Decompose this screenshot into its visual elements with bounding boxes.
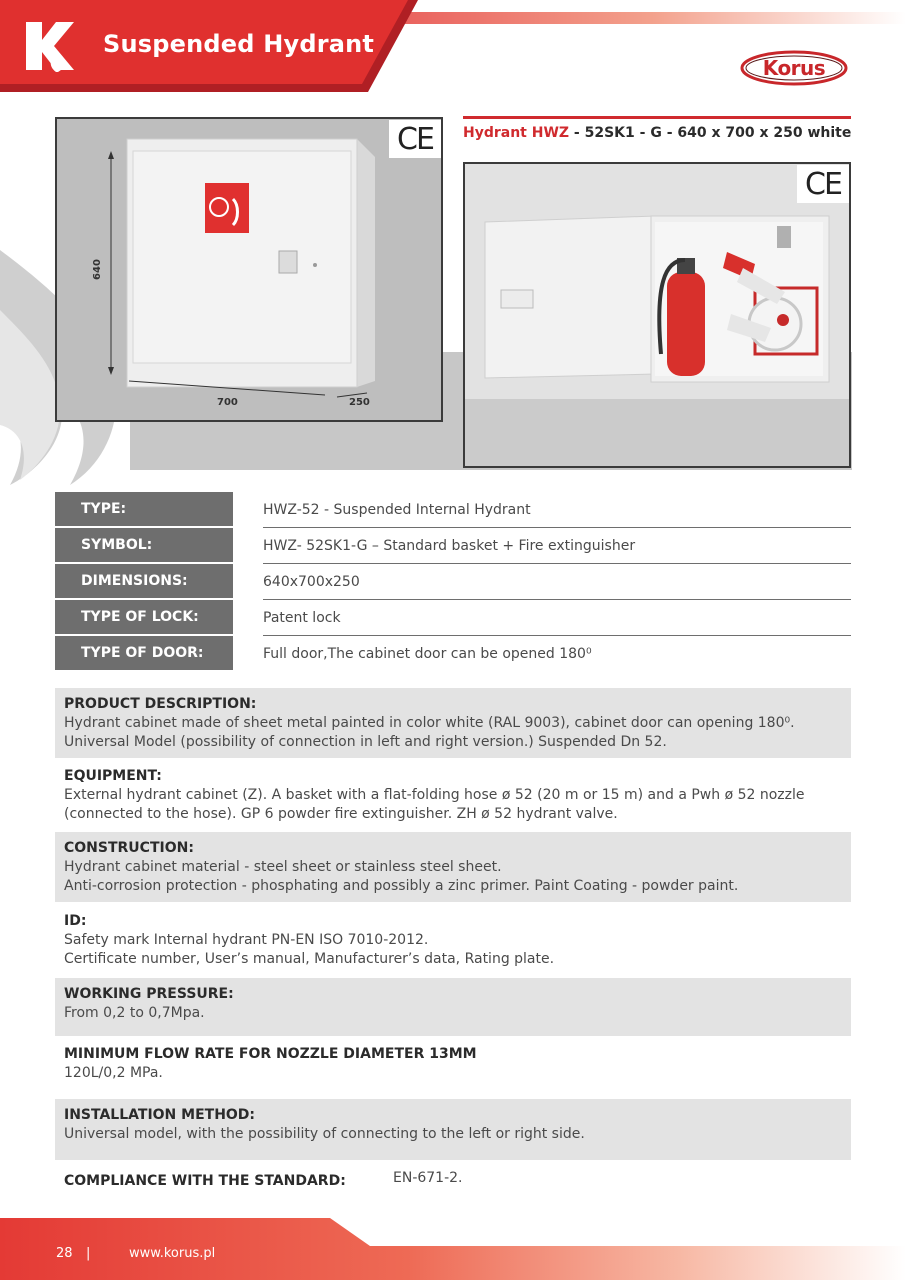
section-text: From 0,2 to 0,7Mpa. [64,1005,205,1021]
section-heading: ID: [64,913,87,929]
k-flame-logo [20,18,76,74]
page-number: 28 [56,1246,73,1261]
korus-brand-text: Korus [762,56,826,80]
closed-cabinet-photo [55,117,443,422]
section-text: Safety mark Internal hydrant PN-EN ISO 7010-2012. [64,932,429,948]
spec-row-symbol [55,528,851,564]
ce-mark-badge [389,120,441,158]
open-cabinet-photo [463,162,851,468]
closed-cabinet-illustration [57,119,441,420]
section-text: Certificate number, User’s manual, Manufacturer’s data, Rating plate. [64,951,555,967]
spec-row-dimensions [55,564,851,600]
ce-mark-text: CE [397,121,433,157]
section-heading: INSTALLATION METHOD: [64,1107,256,1123]
section-installation-method [55,1099,851,1160]
section-equipment [55,760,851,830]
spec-label: TYPE OF LOCK: [55,600,233,636]
model-title-prefix: Hydrant HWZ [463,125,570,141]
section-text: Universal model, with the possibility of connecting to the left or right side. [64,1126,585,1142]
section-compliance [55,1162,851,1196]
ce-mark-badge [797,165,849,203]
section-id [55,905,851,975]
spec-value: Patent lock [263,600,851,636]
spec-label: TYPE OF DOOR: [55,636,233,672]
ce-mark-text: CE [805,166,841,202]
model-title [463,116,851,141]
page-title: Suspended Hydrant [103,30,375,58]
open-cabinet-illustration [465,164,849,466]
section-heading: EQUIPMENT: [64,768,162,784]
spec-value: 640x700x250 [263,564,851,600]
footer-website-link[interactable]: www.korus.pl [129,1246,216,1261]
section-working-pressure [55,978,851,1036]
width-dimension-label: 700 [217,397,238,408]
depth-dimension-label: 250 [349,397,370,408]
spec-label: SYMBOL: [55,528,233,564]
height-dimension-label: 640 [91,259,103,280]
section-text: Hydrant cabinet material - steel sheet or stainless steel sheet. [64,859,502,875]
section-text: 120L/0,2 MPa. [64,1065,163,1081]
spec-row-door [55,636,851,672]
footer-separator: | [86,1246,91,1261]
section-text: Hydrant cabinet made of sheet metal painted in color white (RAL 9003), cabinet door can opening 180⁰. [64,715,795,731]
spec-label: TYPE: [55,492,233,528]
section-heading: CONSTRUCTION: [64,840,194,856]
spec-table [55,492,851,672]
spec-row-type [55,492,851,528]
section-heading: PRODUCT DESCRIPTION: [64,696,257,712]
section-text: (connected to the hose). GP 6 powder fire extinguisher. ZH ø 52 hydrant valve. [64,806,618,822]
spec-value: HWZ- 52SK1-G – Standard basket + Fire extinguisher [263,528,851,564]
section-text: Universal Model (possibility of connection in left and right version.) Suspended Dn 52. [64,734,667,750]
section-text: EN-671-2. [393,1170,463,1186]
spec-label: DIMENSIONS: [55,564,233,600]
section-heading: WORKING PRESSURE: [64,986,234,1002]
spec-value: Full door,The cabinet door can be opened 180⁰ [263,646,592,662]
section-text: Anti-corrosion protection - phosphating and possibly a zinc primer. Paint Coating - powder paint. [64,878,739,894]
section-heading: MINIMUM FLOW RATE FOR NOZZLE DIAMETER 13MM [64,1046,477,1062]
section-text: External hydrant cabinet (Z). A basket with a flat-folding hose ø 52 (20 m or 15 m) and a Pwh ø 52 nozzle [64,787,805,803]
spec-row-lock [55,600,851,636]
section-construction [55,832,851,902]
model-title-suffix: - 52SK1 - G - 640 x 700 x 250 white [569,125,852,141]
section-min-flow-rate [55,1038,851,1096]
spec-value: HWZ-52 - Suspended Internal Hydrant [263,492,851,528]
section-heading: COMPLIANCE WITH THE STANDARD: [64,1173,346,1189]
section-product-description [55,688,851,758]
